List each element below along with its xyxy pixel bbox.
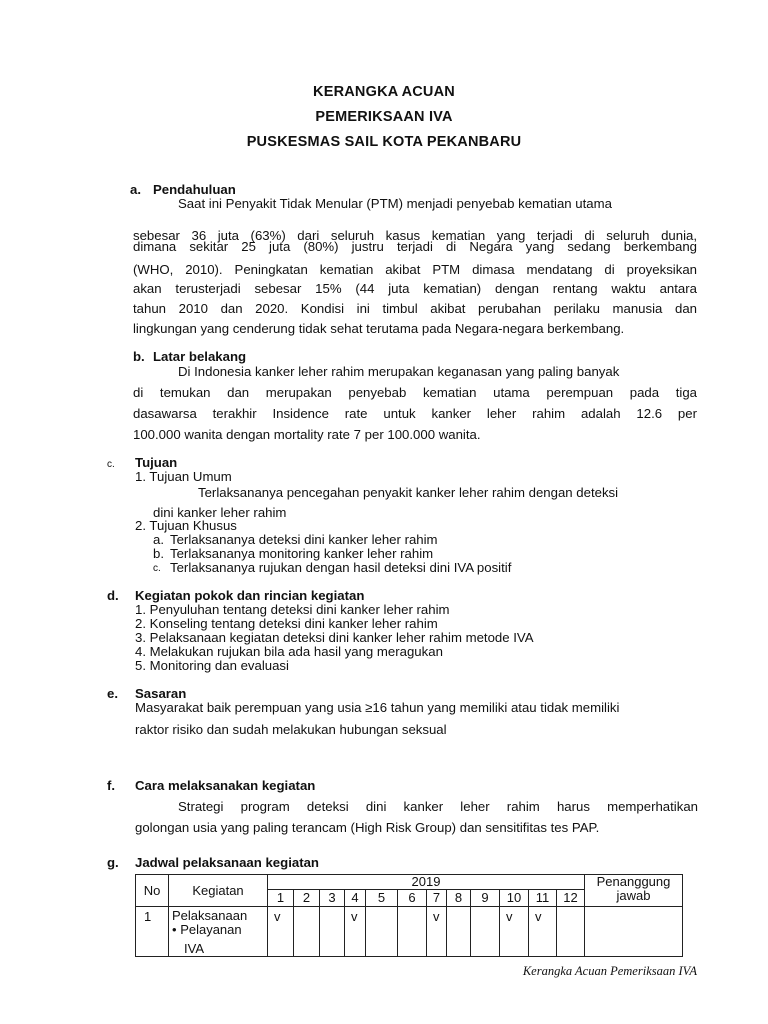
month-header: 6 (398, 890, 427, 907)
tujuan-khusus-marker: a. (153, 532, 164, 547)
month-header: 5 (366, 890, 398, 907)
section-e-marker: e. (107, 686, 118, 701)
section-d-marker: d. (107, 588, 119, 603)
col-header-pj-line2: jawab (616, 888, 651, 903)
month-header: 2 (294, 890, 320, 907)
tujuan-umum-line: Terlaksananya pencegahan penyakit kanker leher rahim dengan deteksi (198, 485, 619, 500)
month-mark: v (268, 907, 294, 957)
section-a-line: sebesar 36 juta (63%) dari seluruh kasus kematian yang terjadi di seluruh dunia, (133, 228, 697, 243)
doc-title-line3: PUSKESMAS SAIL KOTA PEKANBARU (246, 134, 522, 150)
section-c-title: Tujuan (135, 455, 178, 470)
col-header-kegiatan: Kegiatan (169, 875, 268, 907)
row-kegiatan-line1: Pelaksanaan (172, 908, 248, 923)
section-c-marker: c. (107, 459, 115, 470)
section-g-title: Jadwal pelaksanaan kegiatan (135, 855, 319, 870)
row-kegiatan-line2: Pelayanan (180, 922, 242, 937)
section-a-line: tahun 2010 dan 2020. Kondisi ini timbul akibat perubahan perilaku manusia dan (133, 301, 697, 316)
section-f-title: Cara melaksanakan kegiatan (135, 778, 316, 793)
month-mark (557, 907, 585, 957)
page-footer: Kerangka Acuan Pemeriksaan IVA (522, 964, 697, 978)
section-a-line: dimana sekitar 25 juta (80%) justru terjadi di Negara yang sedang berkembang (133, 239, 697, 254)
section-a-marker: a. (130, 182, 141, 197)
tujuan-khusus-marker: c. (153, 563, 161, 574)
section-b-line: di temukan dan merupakan penyebab kematian utama perempuan pada tiga (133, 385, 697, 400)
kegiatan-item: 2. Konseling tentang deteksi dini kanker leher rahim (135, 616, 438, 631)
section-e-title: Sasaran (135, 686, 187, 701)
col-header-pj-line1: Penanggung (596, 874, 671, 889)
cara-line: Strategi program deteksi dini kanker leher rahim harus memperhatikan (178, 799, 698, 814)
section-a-line: Saat ini Penyakit Tidak Menular (PTM) menjadi penyebab kematian utama (178, 196, 612, 211)
kegiatan-item: 4. Melakukan rujukan bila ada hasil yang meragukan (135, 644, 443, 659)
month-mark: v (529, 907, 557, 957)
col-header-penanggung-jawab (585, 875, 683, 907)
sasaran-line: Masyarakat baik perempuan yang usia ≥16 tahun yang memiliki atau tidak memiliki (135, 700, 620, 715)
month-header: 9 (471, 890, 500, 907)
row-penanggung-jawab (585, 907, 683, 957)
section-b-line: 100.000 wanita dengan mortality rate 7 per 100.000 wanita. (133, 427, 481, 442)
month-header: 7 (427, 890, 447, 907)
tujuan-khusus-item: Terlaksananya rujukan dengan hasil deteksi dini IVA positif (170, 560, 512, 575)
doc-title-line1: KERANGKA ACUAN (313, 84, 455, 100)
tujuan-khusus-item: Terlaksananya monitoring kanker leher rahim (170, 546, 434, 561)
section-g-marker: g. (107, 855, 119, 870)
month-header: 11 (529, 890, 557, 907)
tujuan-umum-line: dini kanker leher rahim (153, 505, 287, 520)
month-mark (471, 907, 500, 957)
section-a-line: akan terusterjadi sebesar 15% (44 juta kematian) dengan rentang waktu antara (133, 281, 697, 296)
month-header: 4 (345, 890, 366, 907)
tujuan-khusus-item: Terlaksananya deteksi dini kanker leher rahim (170, 532, 438, 547)
kegiatan-item: 5. Monitoring dan evaluasi (135, 658, 289, 673)
doc-title-line2: PEMERIKSAAN IVA (315, 109, 453, 125)
month-header: 10 (500, 890, 529, 907)
month-header: 12 (557, 890, 585, 907)
month-mark: v (500, 907, 529, 957)
section-b-line: dasawarsa terakhir Insidence rate untuk kanker leher rahim adalah 12.6 per (133, 406, 697, 421)
kegiatan-item: 3. Pelaksanaan kegiatan deteksi dini kanker leher rahim metode IVA (135, 630, 534, 645)
bullet-icon: • (172, 922, 177, 937)
section-a-title: Pendahuluan (153, 182, 236, 197)
section-b-title: Latar belakang (153, 349, 247, 364)
month-mark: v (345, 907, 366, 957)
sasaran-line: raktor risiko dan sudah melakukan hubungan seksual (135, 722, 447, 737)
tujuan-khusus-marker: b. (153, 546, 164, 561)
section-a-line: lingkungan yang cenderung tidak sehat terutama pada Negara-negara berkembang. (133, 321, 625, 336)
tujuan-khusus-label: 2. Tujuan Khusus (135, 518, 237, 533)
col-header-no: No (136, 875, 169, 907)
month-mark (447, 907, 471, 957)
month-mark (398, 907, 427, 957)
section-b-marker: b. (133, 349, 145, 364)
month-header: 1 (268, 890, 294, 907)
row-kegiatan-line3: IVA (184, 941, 204, 956)
col-header-year: 2019 (268, 875, 585, 890)
schedule-table (135, 874, 683, 957)
month-mark (366, 907, 398, 957)
row-kegiatan (169, 907, 268, 957)
section-a-line: (WHO, 2010). Peningkatan kematian akibat PTM dimasa mendatang di proyeksikan (133, 262, 697, 277)
month-header: 3 (320, 890, 345, 907)
month-header: 8 (447, 890, 471, 907)
section-d-title: Kegiatan pokok dan rincian kegiatan (135, 588, 365, 603)
kegiatan-item: 1. Penyuluhan tentang deteksi dini kanker leher rahim (135, 602, 450, 617)
table-row (136, 907, 683, 957)
row-no: 1 (136, 907, 169, 957)
month-mark (320, 907, 345, 957)
month-mark: v (427, 907, 447, 957)
month-mark (294, 907, 320, 957)
section-b-line: Di Indonesia kanker leher rahim merupakan keganasan yang paling banyak (178, 364, 620, 379)
cara-line: golongan usia yang paling terancam (High Risk Group) dan sensitifitas tes PAP. (135, 820, 600, 835)
tujuan-umum-label: 1. Tujuan Umum (135, 469, 232, 484)
section-f-marker: f. (107, 778, 116, 793)
